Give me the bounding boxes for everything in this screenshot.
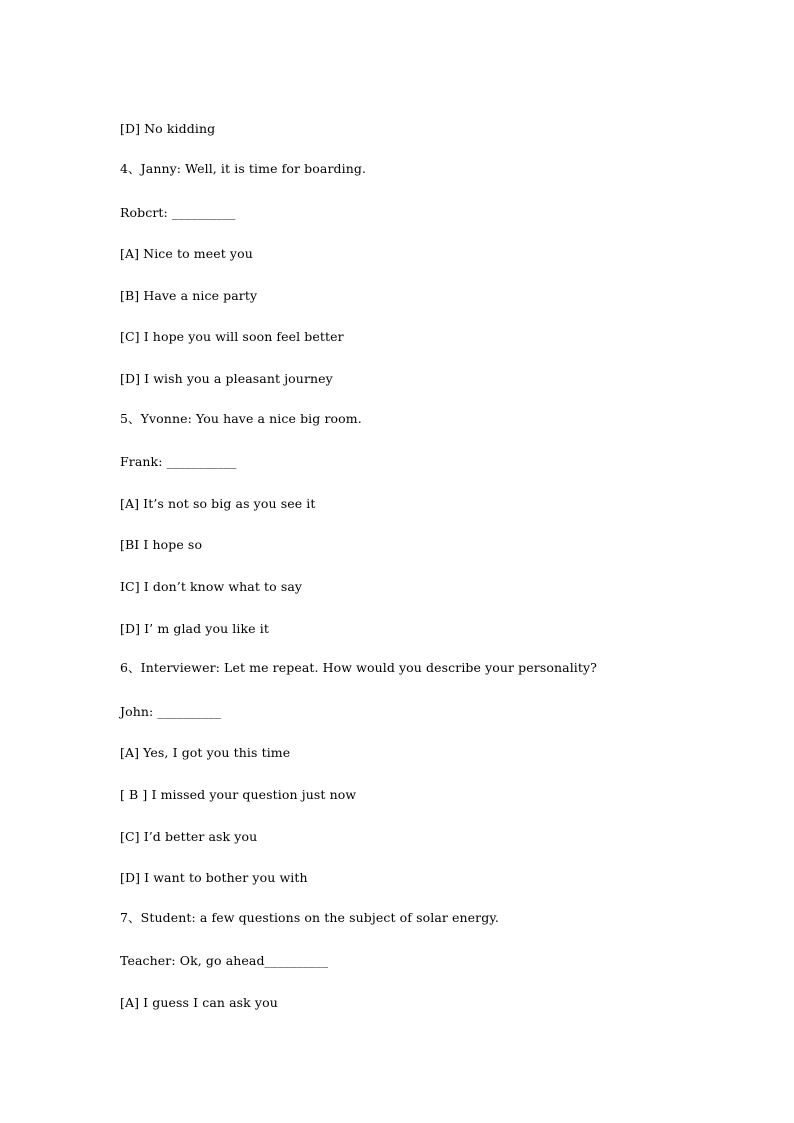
option-line: [A] Yes, I got you this time [120,745,291,760]
answer-blank-line: Teacher: Ok, go ahead__________ [120,953,329,968]
option-line: [D] No kidding [120,121,216,136]
option-line: IC] I don’t know what to say [120,579,303,594]
option-line: [A] It’s not so big as you see it [120,496,316,511]
option-line: [B] Have a nice party [120,288,258,303]
answer-blank-line: John: __________ [120,704,221,719]
question-line: 6、Interviewer: Let me repeat. How would you describe your personality? [120,660,597,675]
option-line: [D] I wish you a pleasant journey [120,371,333,386]
option-line: [D] I’ m glad you like it [120,621,269,636]
answer-blank-line: Robcrt: __________ [120,205,236,220]
option-line: [C] I hope you will soon feel better [120,329,344,344]
question-line: 4、Janny: Well, it is time for boarding. [120,161,367,176]
question-line: 7、Student: a few questions on the subject of solar energy. [120,910,499,925]
option-line: [BI I hope so [120,537,203,552]
option-line: [A] Nice to meet you [120,246,253,261]
question-line: 5、Yvonne: You have a nice big room. [120,411,362,426]
option-line: [C] I’d better ask you [120,829,258,844]
option-line: [A] I guess I can ask you [120,995,278,1010]
option-line: [D] I want to bother you with [120,870,308,885]
answer-blank-line: Frank: ___________ [120,454,237,469]
option-line: [ B ] I missed your question just now [120,787,357,802]
